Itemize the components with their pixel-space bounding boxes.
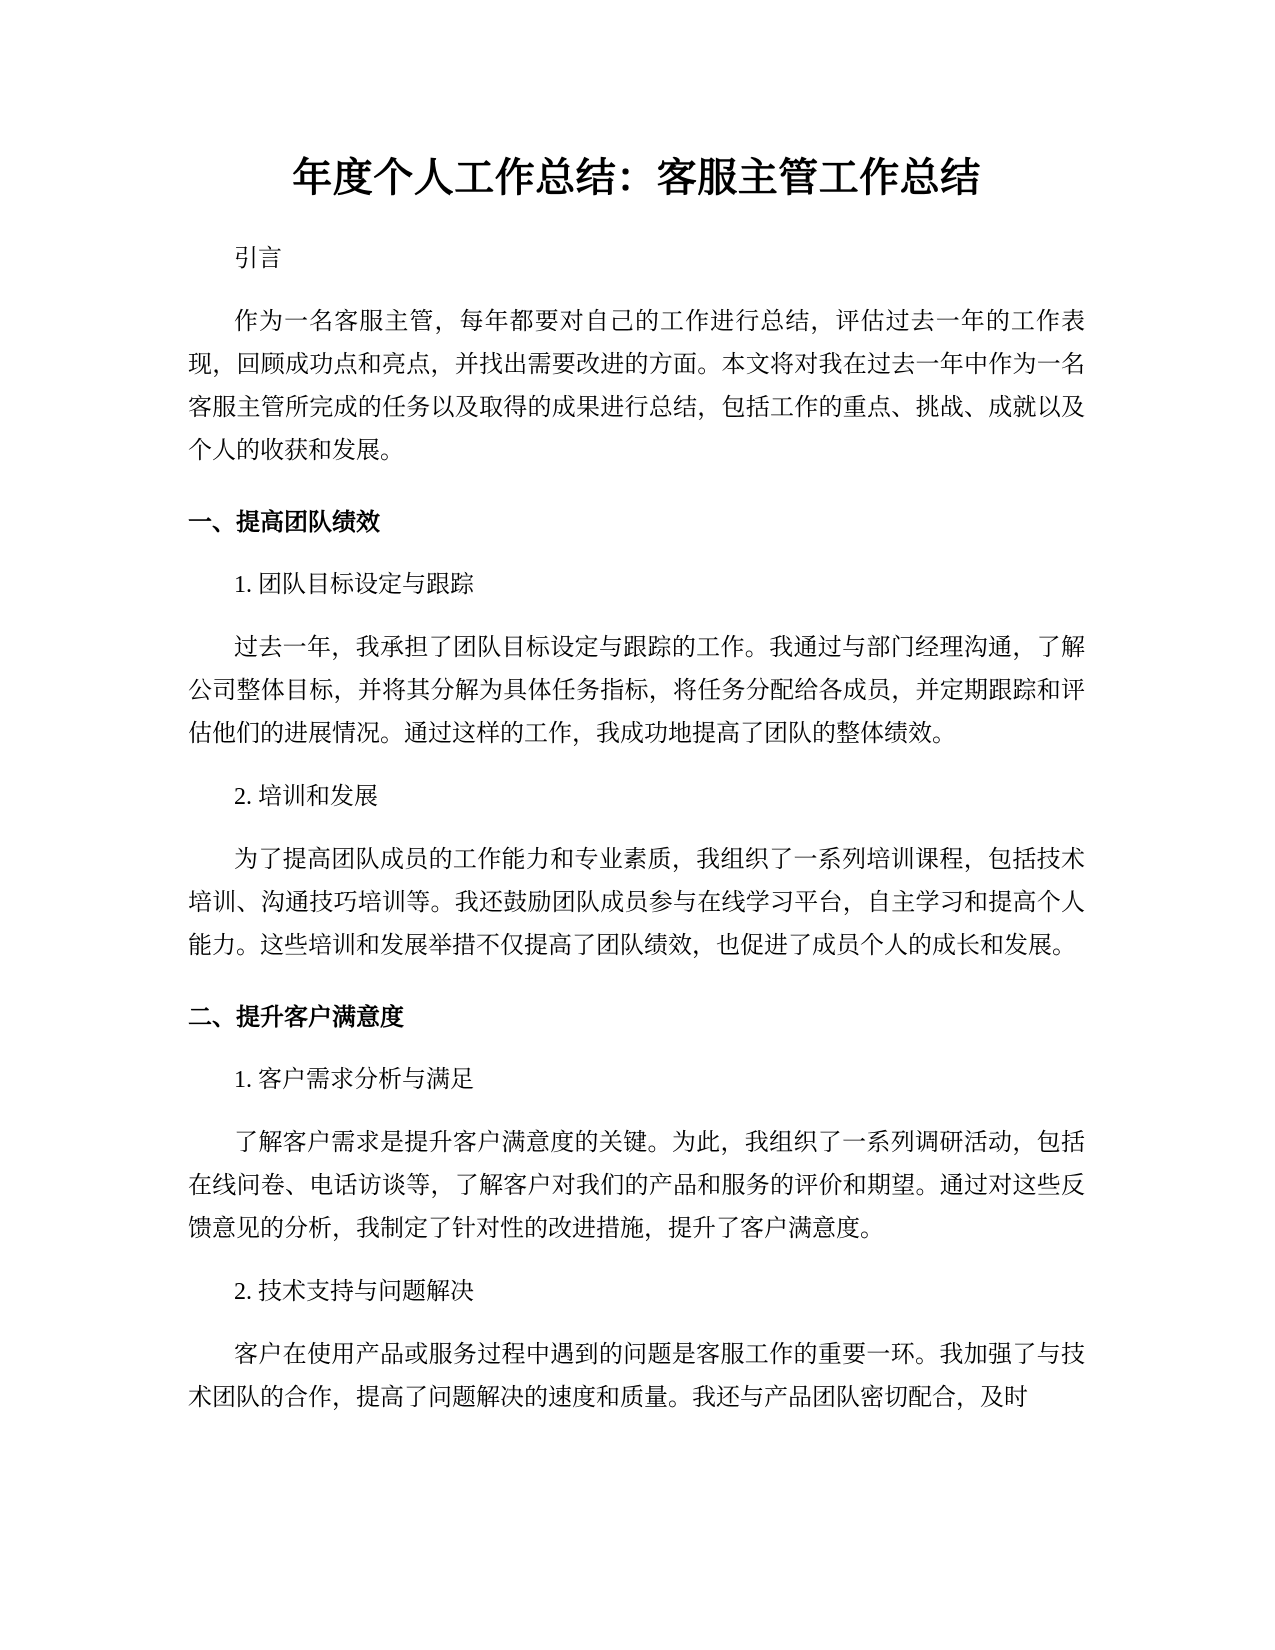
intro-paragraph: 作为一名客服主管，每年都要对自己的工作进行总结，评估过去一年的工作表现，回顾成功点和亮点，并找出需要改进的方面。本文将对我在过去一年中作为一名客服主管所完成的任务以及取得的成果进行总结，包括工作的重点、挑战、成就以及个人的收获和发展。 xyxy=(188,309,1085,464)
document-title: 年度个人工作总结：客服主管工作总结 xyxy=(292,155,981,201)
section-heading-customer-satisfaction: 二、提升客户满意度 xyxy=(188,1003,404,1031)
paragraph-needs-analysis: 了解客户需求是提升客户满意度的关键。为此，我组织了一系列调研活动，包括在线问卷、电话访谈等，了解客户对我们的产品和服务的评价和期望。通过对这些反馈意见的分析，我制定了针对性的改进措施，提升了客户满意度。 xyxy=(188,1130,1085,1242)
paragraph-training: 为了提高团队成员的工作能力和专业素质，我组织了一系列培训课程，包括技术培训、沟通技巧培训等。我还鼓励团队成员参与在线学习平台，自主学习和提高个人能力。这些培训和发展举措不仅提高了团队绩效，也促进了成员个人的成长和发展。 xyxy=(188,847,1085,959)
subsection-heading-tech-support: 2. 技术支持与问题解决 xyxy=(234,1279,474,1305)
subsection-heading-needs-analysis: 1. 客户需求分析与满足 xyxy=(234,1067,474,1093)
subsection-heading-training: 2. 培训和发展 xyxy=(234,784,378,810)
paragraph-tech-support: 客户在使用产品或服务过程中遇到的问题是客服工作的重要一环。我加强了与技术团队的合作，提高了问题解决的速度和质量。我还与产品团队密切配合，及时 xyxy=(188,1342,1085,1411)
document-content xyxy=(188,148,1085,1420)
paragraph-goal-setting: 过去一年，我承担了团队目标设定与跟踪的工作。我通过与部门经理沟通，了解公司整体目标，并将其分解为具体任务指标，将任务分配给各成员，并定期跟踪和评估他们的进展情况。通过这样的工作，我成功地提高了团队的整体绩效。 xyxy=(188,635,1085,747)
section-heading-team-performance: 一、提高团队绩效 xyxy=(188,508,380,536)
intro-label: 引言 xyxy=(234,246,282,272)
subsection-heading-goal-setting: 1. 团队目标设定与跟踪 xyxy=(234,572,474,598)
